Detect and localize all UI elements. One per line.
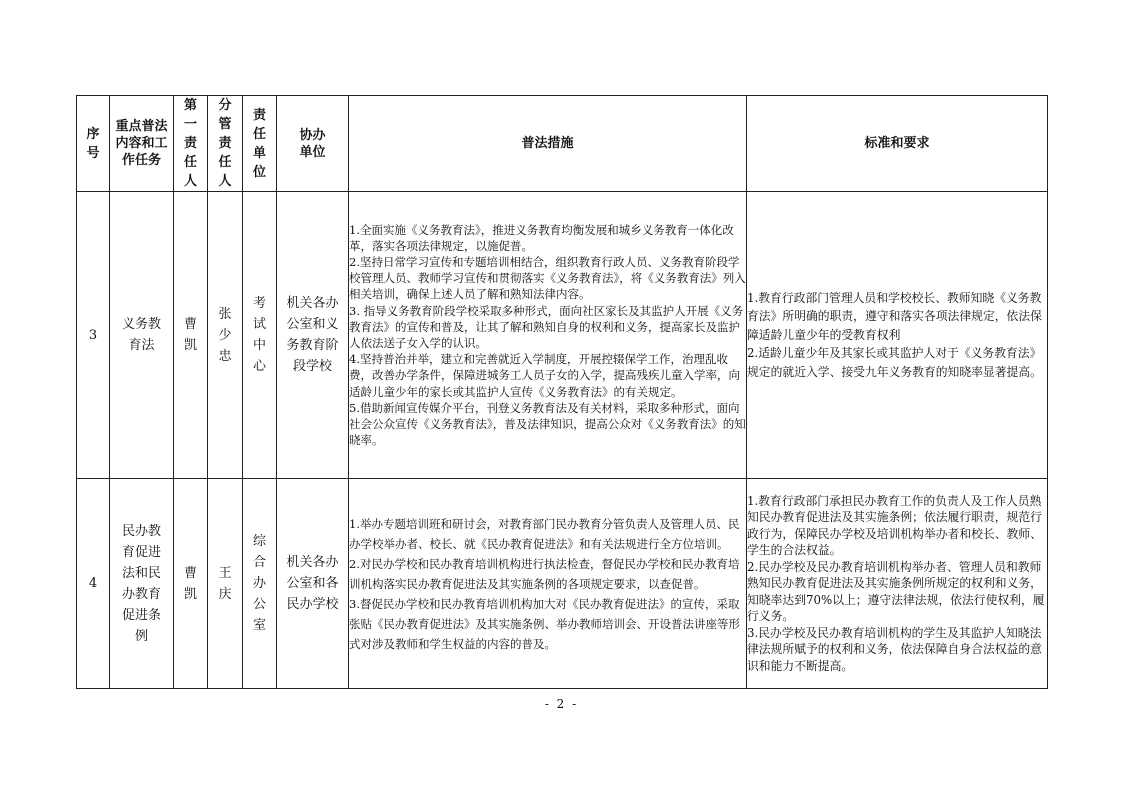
row-seq: 3 [77,192,110,479]
row-assist: 机关各办公室和义务教育阶段学校 [277,192,349,479]
header-seq: 序号 [77,96,110,192]
page-number: - 2 - [544,697,579,711]
measure-item: 3.督促民办学校和民办教育培训机构加大对《民办教育促进法》的宣传，采取张贴《民办教育促进法》及其实施条例、举办教师培训会、开设普法讲座等形式对涉及教师和学生权益的内容的普及。 [349,596,740,651]
table-header-row [77,96,1048,192]
header-measures: 普法措施 [349,96,747,192]
measure-item: 1.举办专题培训班和研讨会，对教育部门民办教育分管负责人及管理人员、民办学校举办者、校长、就《民办教育促进法》和有关法规进行全方位培训。 [349,516,740,551]
measure-item: 2.坚持日常学习宣传和专题培训相结合，组织教育行政人员、义务教育阶段学校管理人员、教师学习宣传和贯彻落实《义务教育法》，将《义务教育法》列入相关培训，确保上述人员了解和熟知法律内容。 [349,254,746,302]
measure-item: 1.全面实施《义务教育法》，推进义务教育均衡发展和城乡义务教育一体化改革，落实各项法律规定，以施促普。 [349,222,734,253]
row-content: 义务教育法 [110,192,174,479]
measure-item: 5.借助新闻宣传媒介平台，刊登义务教育法及有关材料，采取多种形式，面向社会公众宣传《义务教育法》，普及法律知识，提高公众对《义务教育法》的知晓率。 [349,400,746,448]
standard-item: 1.教育行政部门管理人员和学校校长、教师知晓《义务教育法》所明确的职责，遵守和落实各项法律规定，依法保障适龄儿童少年的受教育权利 [747,290,1042,342]
row-standards [747,192,1048,479]
row-resp-unit: 考试中心 [243,192,277,479]
measure-item: 2.对民办学校和民办教育培训机构进行执法检查，督促民办学校和民办教育培训机构落实民办教育促进法及其实施条例的各项规定要求，以查促普。 [349,556,740,591]
standard-item: 2.民办学校及民办教育培训机构举办者、管理人员和教师熟知民办教育促进法及其实施条例所规定的权利和义务，知晓率达到70%以上；遵守法律法规，依法行使权利，履行义务。 [747,559,1045,624]
header-content: 重点普法内容和工作任务 [110,96,174,192]
header-standards: 标准和要求 [747,96,1048,192]
header-branch-resp: 分管责任人 [208,96,243,192]
table-row [77,479,1048,689]
plan-table [76,95,1048,689]
row-content: 民办教育促进法和民办教育促进条例 [110,479,174,689]
row-resp-unit: 综合办公室 [243,479,277,689]
standard-item: 2.适龄儿童少年及其家长或其监护人对于《义务教育法》规定的就近入学、接受九年义务教育的知晓率显著提高。 [747,346,1042,379]
row-first-resp: 曹凯 [174,479,208,689]
standard-item: 3.民办学校及民办教育培训机构的学生及其监护人知晓法律法规所赋予的权利和义务，依法保障自身合法权益的意识和能力不断提高。 [747,625,1042,673]
row-branch-resp: 张少忠 [208,192,243,479]
header-resp-unit: 责任单位 [243,96,277,192]
row-measures [349,479,747,689]
standard-item: 1.教育行政部门承担民办教育工作的负责人及工作人员熟知民办教育促进法及其实施条例；依法履行职责，规范行政行为，保障民办学校及培训机构举办者和校长、教师、学生的合法权益。 [747,493,1042,558]
table-row [77,192,1048,479]
header-assist: 协办单位 [277,96,349,192]
measure-item: 3. 指导义务教育阶段学校采取多种形式，面向社区家长及其监护人开展《义务教育法》的宣传和普及，让其了解和熟知自身的权利和义务，提高家长及监护人依法送子女入学的认识。 [349,303,744,350]
row-branch-resp: 王庆 [208,479,243,689]
measure-item: 4.坚持普治并举，建立和完善就近入学制度，开展控辍保学工作，治理乱收费，改善办学条件，保障进城务工人员子女的入学，提高残疾儿童入学率，向适龄儿童少年的家长或其监护人宣传《义务教育法》的有关规定。 [349,352,740,399]
row-first-resp: 曹凯 [174,192,208,479]
row-measures [349,192,747,479]
row-standards [747,479,1048,689]
row-seq: 4 [77,479,110,689]
header-first-resp: 第一责任人 [174,96,208,192]
row-assist: 机关各办公室和各民办学校 [277,479,349,689]
